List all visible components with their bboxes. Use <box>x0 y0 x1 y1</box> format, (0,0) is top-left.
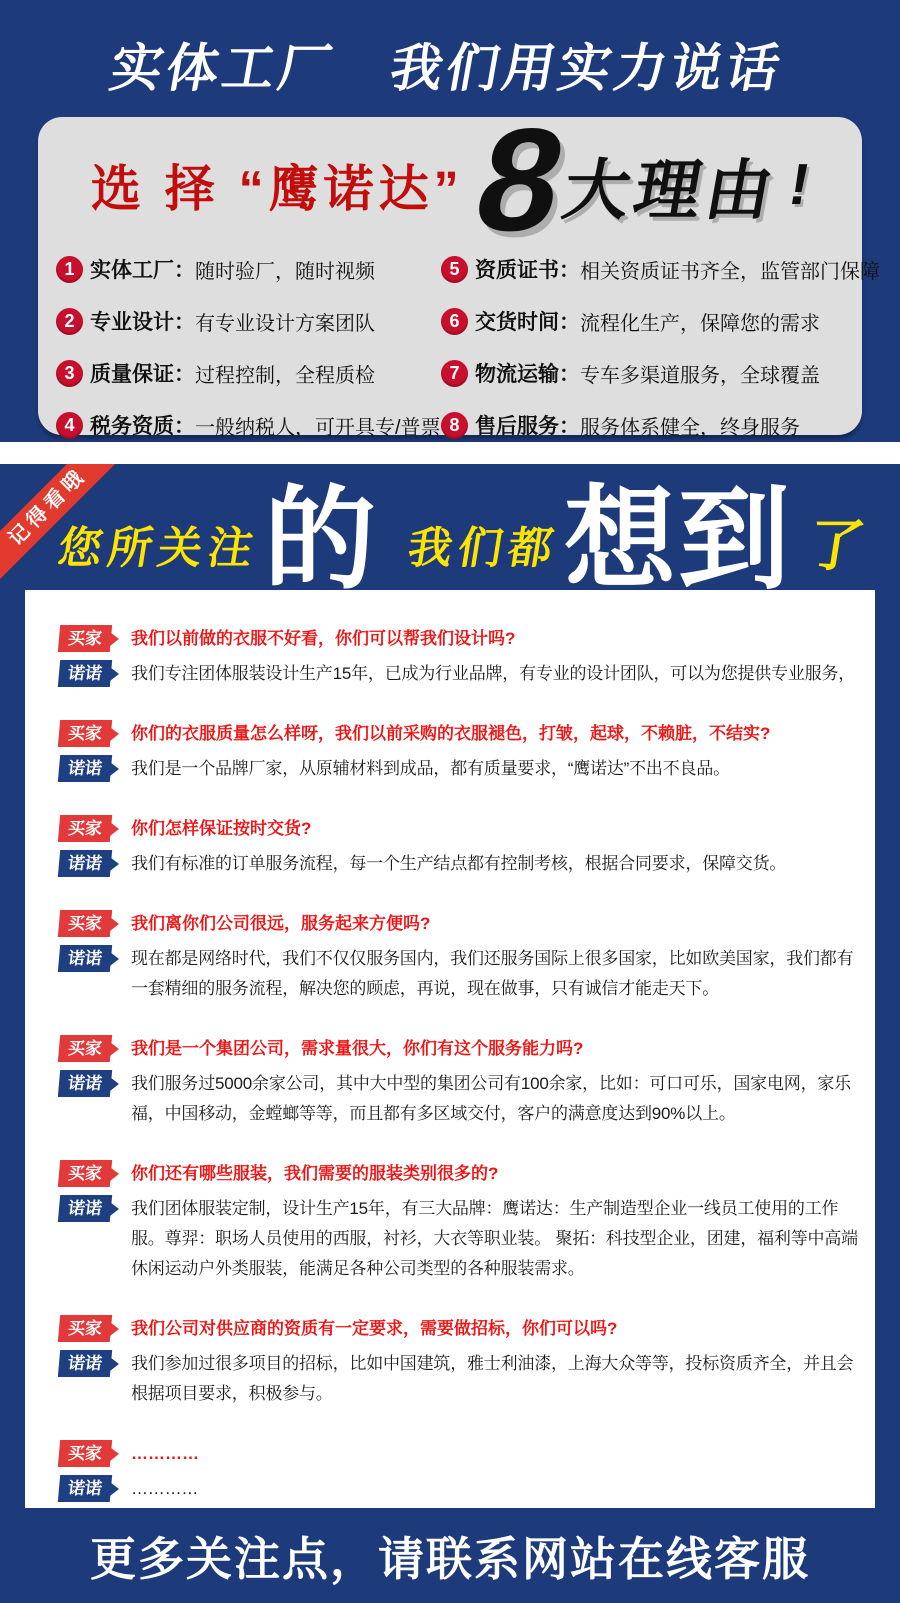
big-number-8: 8 <box>462 98 579 261</box>
buyer-tag: 买家 <box>58 1440 112 1467</box>
reason-label: 实体工厂： <box>90 259 195 282</box>
reason-desc: 相关资质证书齐全，监管部门保障 <box>580 260 880 283</box>
reason-label: 交货时间： <box>475 311 580 334</box>
buyer-tag: 买家 <box>58 625 112 652</box>
buyer-tag: 买家 <box>58 720 112 747</box>
reasons-list <box>38 237 880 451</box>
reason-desc: 流程化生产，保障您的需求 <box>580 312 820 335</box>
number-badge: 7 <box>441 360 468 387</box>
question-text: 我们以前做的衣服不好看，你们可以帮我们设计吗? <box>131 629 516 648</box>
qa-pair-8 <box>59 1439 869 1504</box>
question-row <box>59 1439 869 1469</box>
answer-text: 现在都是网络时代，我们不仅仅服务国内，我们还服务国际上很多国家，比如欧美国家，我们都有一套精细的服务流程，解决您的顾虑，再说，现在做事，只有诚信才能走天下。 <box>131 949 854 998</box>
answer-row <box>59 659 869 689</box>
reason-desc: 一般纳税人，可开具专/普票 <box>195 416 441 439</box>
answer-row <box>59 1069 869 1129</box>
reason-label: 税务资质： <box>90 415 195 438</box>
banner-headline <box>54 476 869 590</box>
answer-text: 我们团体服装定制，设计生产15年，有三大品牌：鹰诺达：生产制造型企业一线员工使用的工作服。尊羿：职场人员使用的西服，衬衫，大衣等职业装。 聚拓：科技型企业，团建，福利等中高端休闲运动户外类服装，能满足各种公司类型的各种服装需求。 <box>131 1199 858 1278</box>
number-badge: 1 <box>56 256 83 283</box>
answer-text: 我们专注团体服装设计生产15年，已成为行业品牌，有专业的设计团队，可以为您提供专业服务， <box>131 664 856 683</box>
hero-title: 实体工厂 我们用实力说话 <box>105 40 788 98</box>
reason-item-1 <box>56 254 441 284</box>
qa-panel <box>25 590 875 1508</box>
qa-pair-1 <box>59 624 869 689</box>
answer-text: 我们是一个品牌厂家，从原辅材料到成品，都有质量要求，“鹰诺达”不出不良品。 <box>131 759 730 778</box>
answer-row <box>59 1349 869 1409</box>
reason-item-6 <box>441 306 880 336</box>
exclamation-mark: ! <box>784 151 815 217</box>
question-row <box>59 624 869 654</box>
headline-big-1: 的 <box>264 476 378 590</box>
reason-desc: 有专业设计方案团队 <box>195 312 375 335</box>
headline-yellow-2: 我们都 <box>404 524 563 573</box>
number-badge: 6 <box>441 308 468 335</box>
reason-label: 专业设计： <box>90 311 195 334</box>
number-badge: 3 <box>56 360 83 387</box>
question-row <box>59 1159 869 1189</box>
reason-label: 资质证书： <box>475 259 580 282</box>
number-badge: 2 <box>56 308 83 335</box>
question-row <box>59 1034 869 1064</box>
qa-pair-7 <box>59 1314 869 1409</box>
divider-strip <box>0 442 900 464</box>
seller-tag: 诺诺 <box>58 850 112 877</box>
footer <box>0 1508 900 1603</box>
buyer-tag: 买家 <box>58 1315 112 1342</box>
reason-label: 售后服务： <box>475 415 580 438</box>
buyer-tag: 买家 <box>58 1035 112 1062</box>
reason-item-7 <box>441 358 880 388</box>
reasons-box-title <box>38 98 862 261</box>
question-text: 我们是一个集团公司，需求量很大，你们有这个服务能力吗? <box>131 1039 584 1058</box>
buyer-tag: 买家 <box>58 1160 112 1187</box>
answer-row <box>59 1194 869 1284</box>
reason-desc: 随时验厂，随时视频 <box>195 260 375 283</box>
qa-pair-5 <box>59 1034 869 1129</box>
reason-desc: 服务体系健全，终身服务 <box>580 416 800 439</box>
reason-item-2 <box>56 306 441 336</box>
reason-item-3 <box>56 358 441 388</box>
buyer-tag: 买家 <box>58 815 112 842</box>
ribbon-badge: 记得看哦 <box>0 464 131 590</box>
number-badge: 8 <box>441 412 468 439</box>
question-text: 你们的衣服质量怎么样呀，我们以前采购的衣服褪色，打皱，起球，不赖脏，不结实? <box>131 724 771 743</box>
answer-row <box>59 754 869 784</box>
reason-label: 质量保证： <box>90 363 195 386</box>
qa-pair-3 <box>59 814 869 879</box>
qa-pair-4 <box>59 909 869 1004</box>
seller-tag: 诺诺 <box>58 755 112 782</box>
question-row <box>59 909 869 939</box>
seller-tag: 诺诺 <box>58 1350 112 1377</box>
seller-tag: 诺诺 <box>58 1070 112 1097</box>
question-text: 我们离你们公司很远，服务起来方便吗? <box>131 914 431 933</box>
reason-item-8 <box>441 410 880 440</box>
question-text: ………… <box>131 1444 199 1463</box>
reason-label: 物流运输： <box>475 363 580 386</box>
qa-pair-6 <box>59 1159 869 1284</box>
number-badge: 4 <box>56 412 83 439</box>
answer-row <box>59 944 869 1004</box>
question-text: 你们怎样保证按时交货? <box>131 819 312 838</box>
reasons-title-text: 大理由 <box>557 152 784 227</box>
answer-text: 我们参加过很多项目的招标，比如中国建筑，雅士利油漆，上海大众等等，投标资质齐全，并且会根据项目要求，积极参与。 <box>131 1354 854 1403</box>
headline-yellow-3: 了 <box>802 514 869 577</box>
headline-yellow-1: 您所关注 <box>54 524 263 573</box>
question-row <box>59 1314 869 1344</box>
question-row <box>59 814 869 844</box>
answer-row <box>59 849 869 879</box>
answer-text: 我们有标准的订单服务流程，每一个生产结点都有控制考核，根据合同要求，保障交货。 <box>131 854 787 873</box>
question-text: 我们公司对供应商的资质有一定要求，需要做招标，你们可以吗? <box>131 1319 618 1338</box>
seller-tag: 诺诺 <box>58 660 112 687</box>
qa-pair-2 <box>59 719 869 784</box>
question-row <box>59 719 869 749</box>
qa-section <box>0 464 900 1603</box>
brand-choice-text: 选 择 “鹰诺达” <box>90 161 464 217</box>
seller-tag: 诺诺 <box>58 945 112 972</box>
answer-row <box>59 1474 869 1504</box>
footer-text: 更多关注点，请联系网站在线客服 <box>90 1532 810 1585</box>
hero-section <box>0 0 900 442</box>
reasons-box <box>38 98 880 439</box>
seller-tag: 诺诺 <box>58 1475 112 1502</box>
question-text: 你们还有哪些服装，我们需要的服装类别很多的? <box>131 1164 499 1183</box>
answer-text: 我们服务过5000余家公司，其中大中型的集团公司有100余家，比如：可口可乐，国家电网，家乐福，中国移动，金螳螂等等，而且都有多区域交付，客户的满意度达到90%以上。 <box>131 1074 851 1123</box>
reason-item-4 <box>56 410 441 440</box>
headline-big-2: 想到 <box>564 476 792 590</box>
reason-desc: 专车多渠道服务，全球覆盖 <box>580 364 820 387</box>
number-badge: 5 <box>441 256 468 283</box>
seller-tag: 诺诺 <box>58 1195 112 1222</box>
buyer-tag: 买家 <box>58 910 112 937</box>
answer-text: ………… <box>131 1479 199 1498</box>
banner <box>0 464 900 590</box>
reason-desc: 过程控制，全程质检 <box>195 364 375 387</box>
